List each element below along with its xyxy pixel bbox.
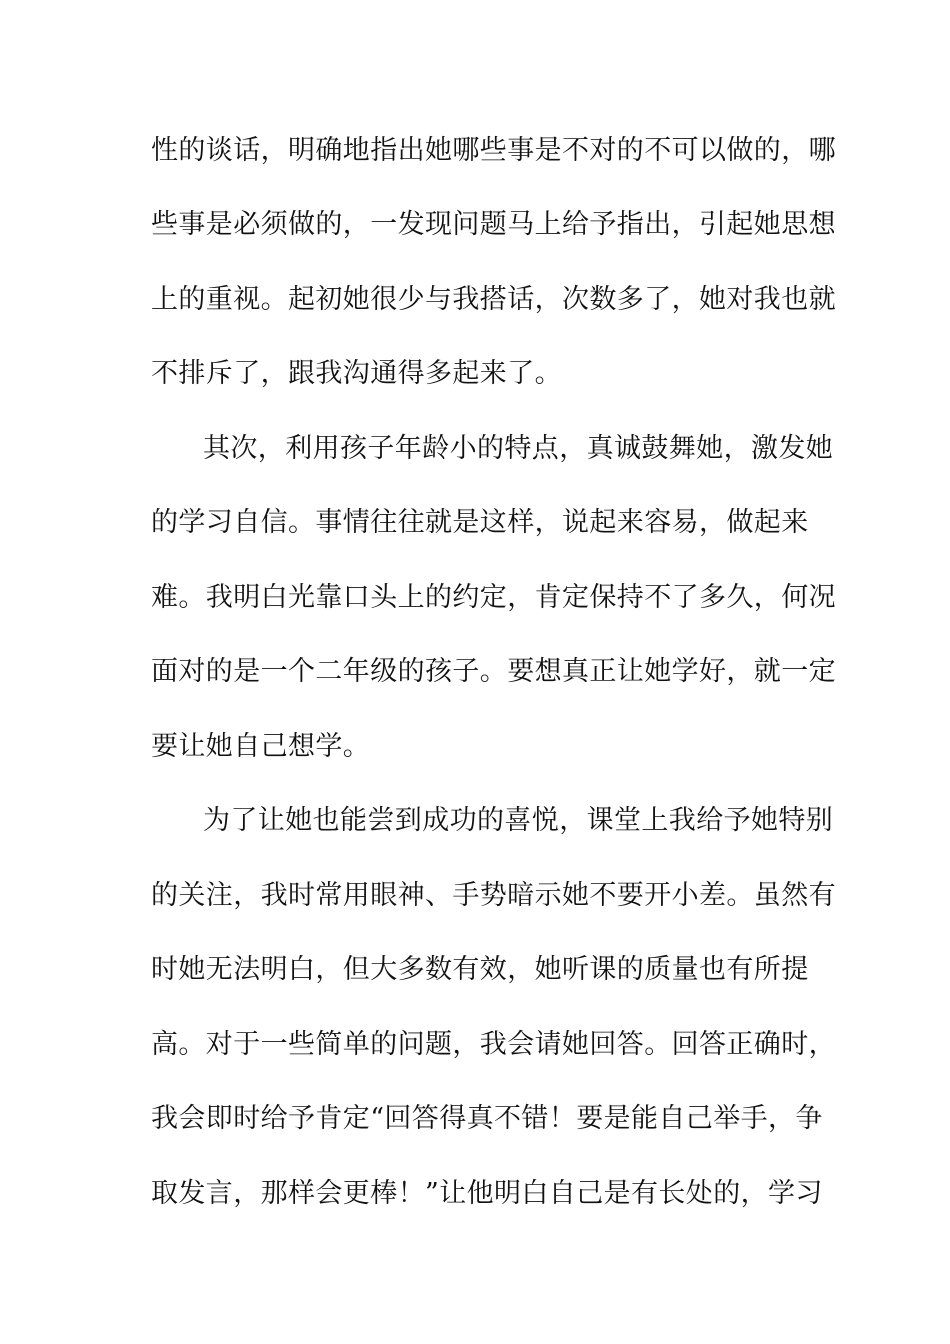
text-line-5-paragraph-start: 其次，利用孩子年龄小的特点，真诚鼓舞她，激发她 — [203, 433, 834, 464]
text-line-6: 的学习自信。事情往往就是这样，说起来容易，做起来 — [151, 507, 809, 538]
text-line-15: 取发言，那样会更棒！”让他明白自己是有长处的，学习 — [151, 1178, 823, 1209]
text-line-8: 面对的是一个二年级的孩子。要想真正让她学好，就一定 — [151, 656, 836, 687]
text-line-11: 的关注，我时常用眼神、手势暗示她不要开小差。虽然有 — [151, 880, 836, 911]
text-line-13: 高。对于一些简单的问题，我会请她回答。回答正确时， — [151, 1029, 836, 1060]
text-line-14: 我会即时给予肯定“回答得真不错！要是能自己举手，争 — [151, 1103, 823, 1134]
text-line-12: 时她无法明白，但大多数有效，她听课的质量也有所提 — [151, 954, 809, 985]
text-line-7: 难。我明白光靠口头上的约定，肯定保持不了多久，何况 — [151, 582, 836, 613]
text-line-1: 性的谈话，明确地指出她哪些事是不对的不可以做的，哪 — [151, 135, 836, 166]
text-line-3: 上的重视。起初她很少与我搭话，次数多了，她对我也就 — [151, 284, 836, 315]
text-line-9: 要让她自己想学。 — [151, 731, 371, 762]
text-line-10-paragraph-start: 为了让她也能尝到成功的喜悦，课堂上我给予她特别 — [203, 805, 834, 836]
text-line-4: 不排斥了，跟我沟通得多起来了。 — [151, 358, 562, 389]
text-line-2: 些事是必须做的，一发现问题马上给予指出，引起她思想 — [151, 209, 836, 240]
